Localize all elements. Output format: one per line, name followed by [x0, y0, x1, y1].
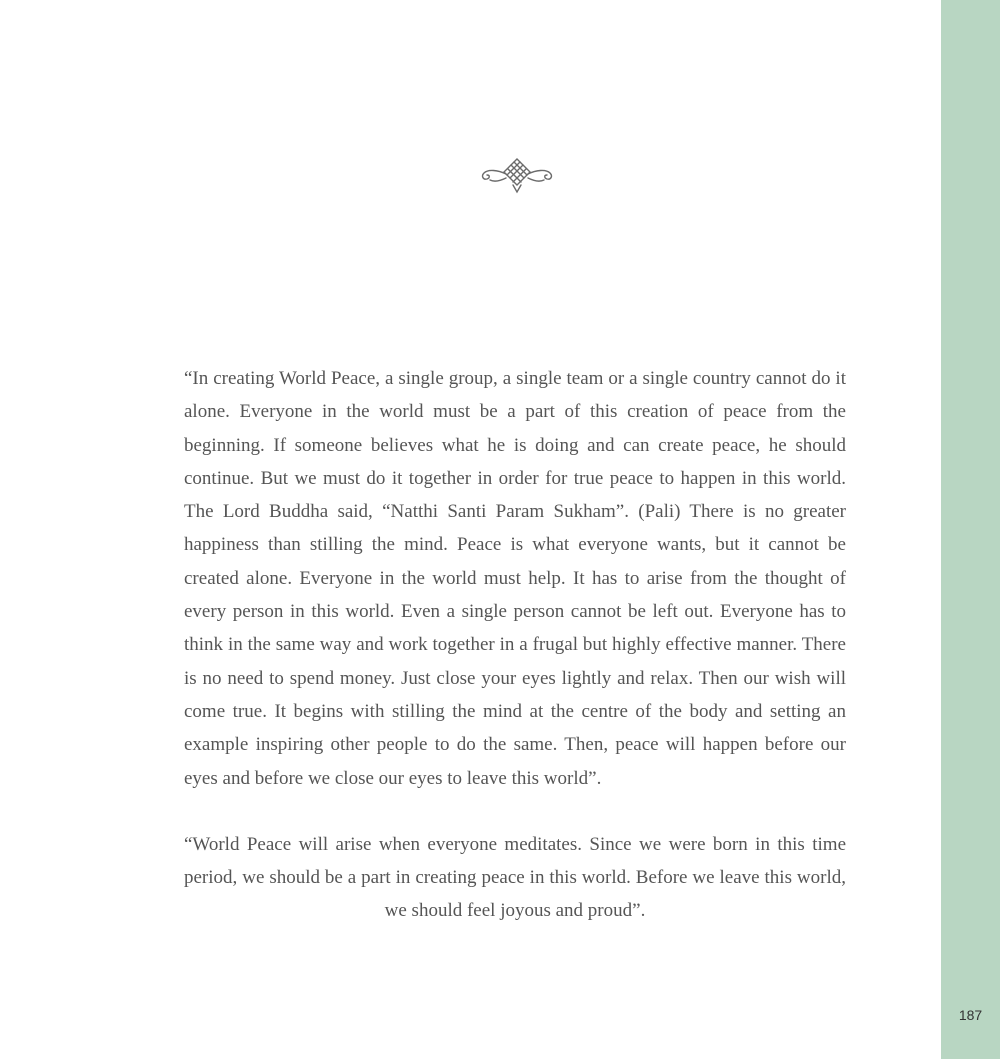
quote-text-block: [184, 362, 846, 928]
side-color-band: [941, 0, 1000, 1059]
quote-paragraph-2: “World Peace will arise when everyone meditates. Since we were born in this time period, we should be a part in creating peace in this world. Before we leave this world, we should feel joyous and proud”.: [184, 833, 846, 922]
quote-paragraph-1: “In creating World Peace, a single group, a single team or a single country cannot do it alone. Everyone in the world must be a part of this creation of peace from the beginning. If someone believes what he is doing and can create peace, he should continue. But we must do it together in order for true peace to happen in this world. The Lord Buddha said, “Natthi Santi Param Sukham”. (Pali) There is no greater happiness than stilling the mind. Peace is what everyone wants, but it cannot be created alone. Everyone in the world must help. It has to arise from the thought of every person in this world. Even a single person cannot be left out. Everyone has to think in the same way and work together in a frugal but highly effective manner. There is no need to spend money. Just close your eyes lightly and relax. Then our wish will come true. It begins with stilling the mind at the centre of the body and setting an example inspiring other people to do the same. Then, peace will happen before our eyes and before we close our eyes to leave this world”.: [184, 368, 846, 789]
endless-knot-ornament-icon: [478, 156, 556, 196]
page-number: 187: [958, 1007, 983, 1023]
